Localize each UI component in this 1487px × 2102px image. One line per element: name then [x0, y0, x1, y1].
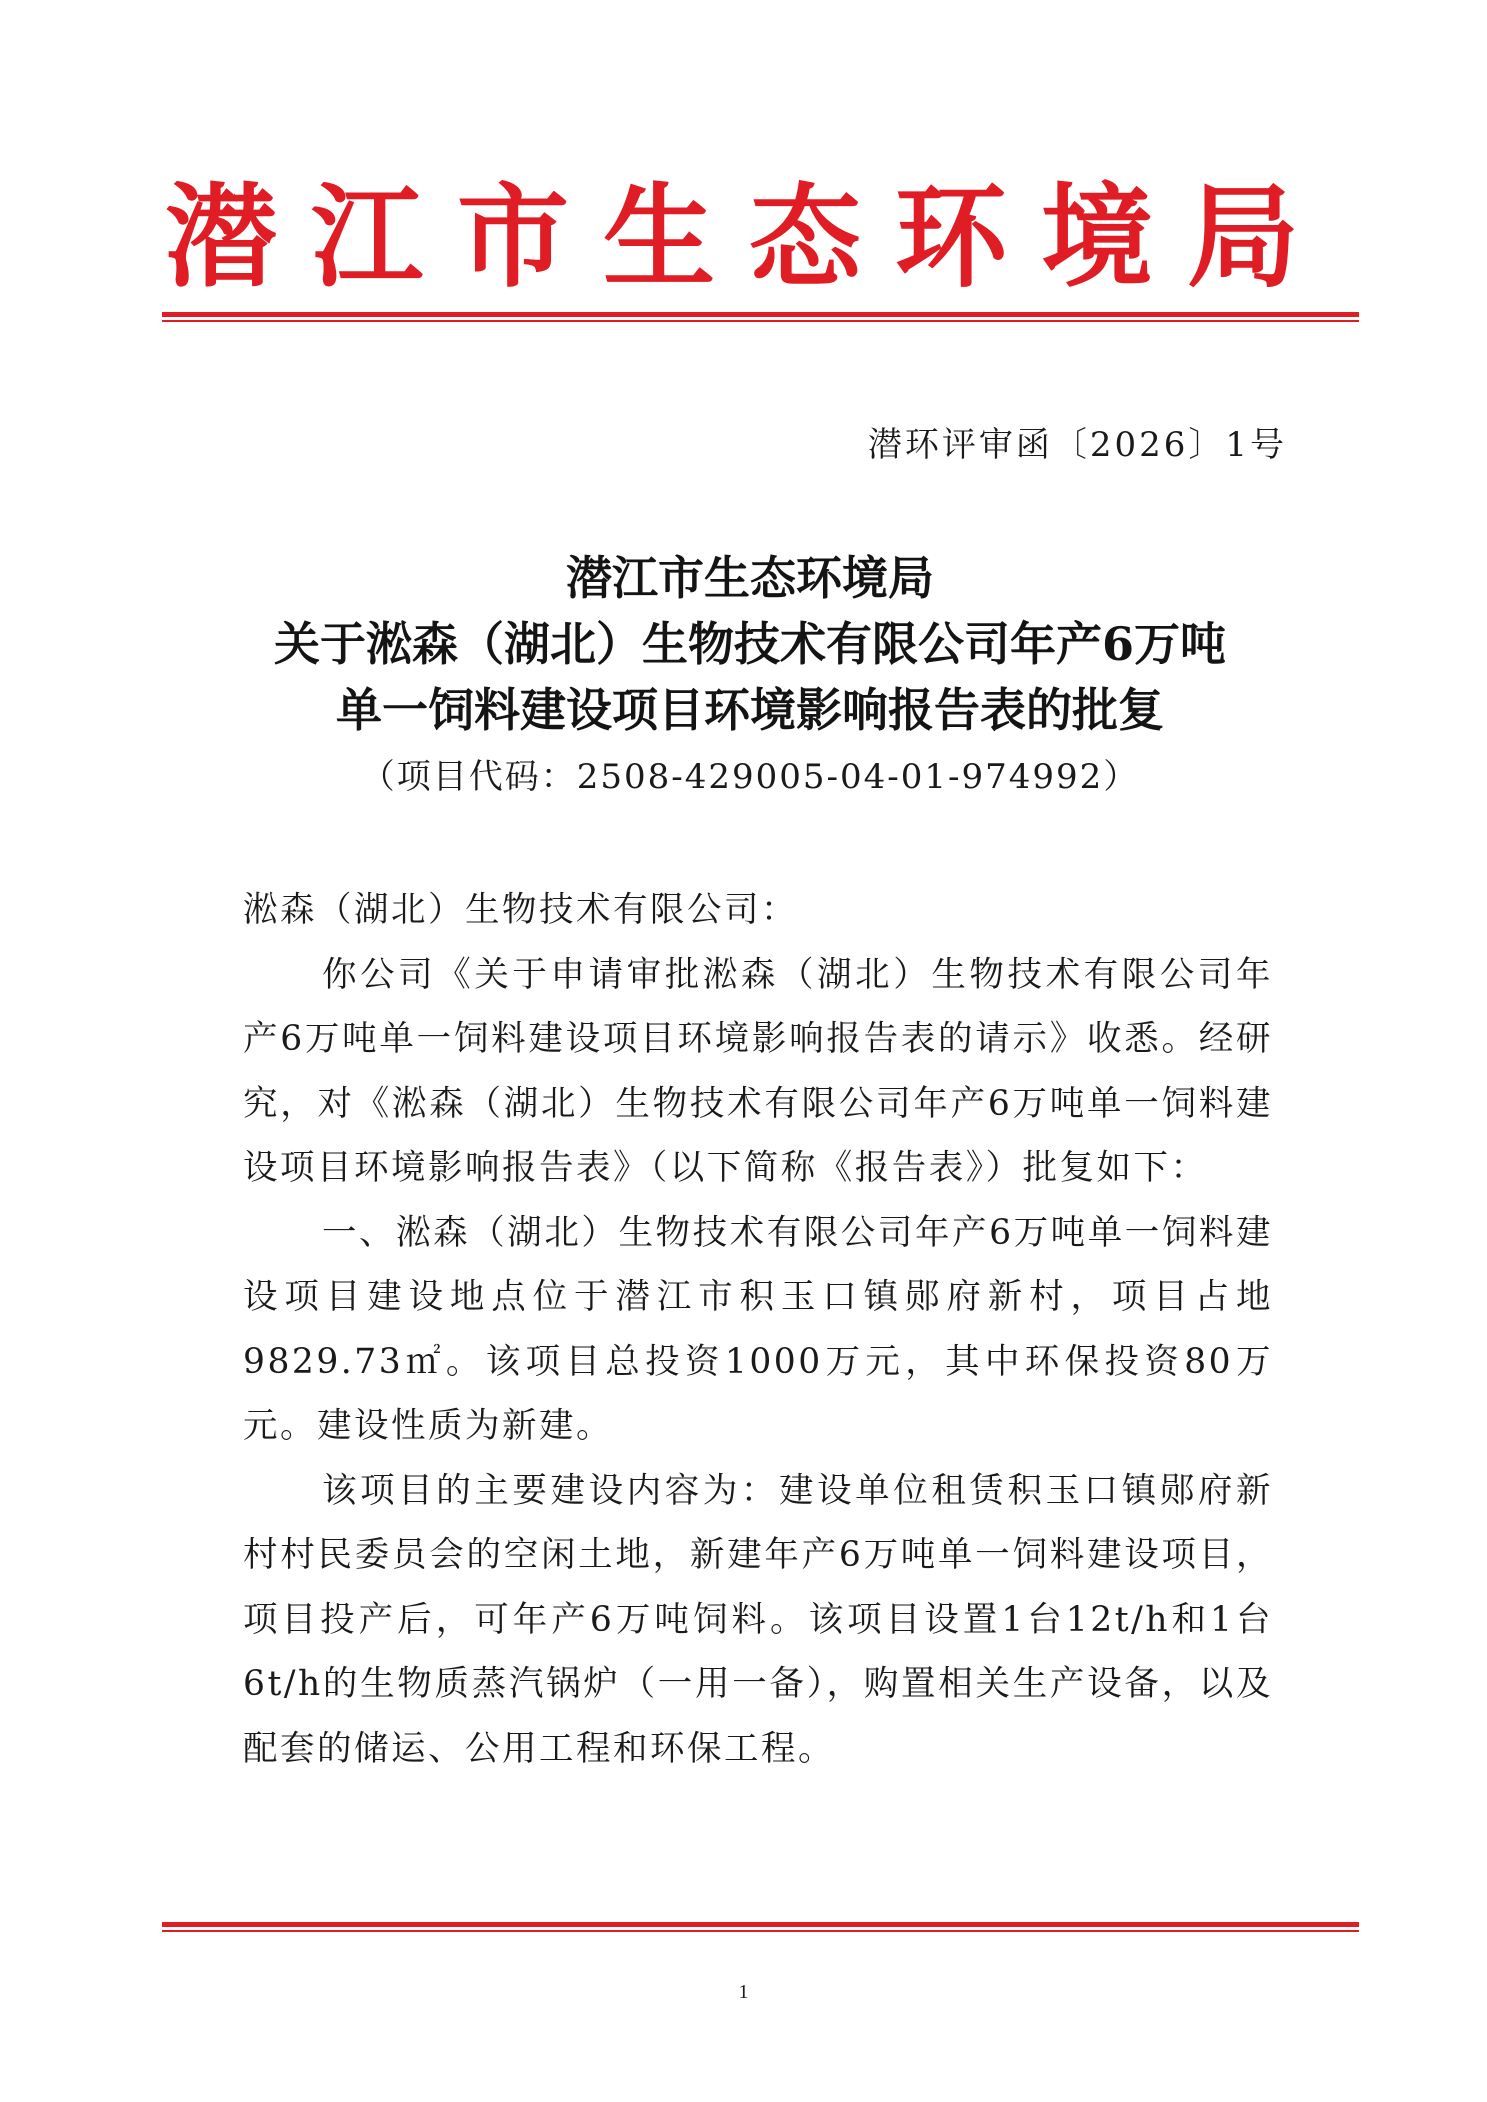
title-line-3: 单一饲料建设项目环境影响报告表的批复 [336, 683, 1164, 737]
document-title [170, 545, 1330, 743]
document-body [243, 878, 1273, 1781]
salutation: 淞森（湖北）生物技术有限公司： [243, 890, 798, 930]
document-number: 潜环评审函〔2026〕1号 [867, 425, 1287, 465]
footer-divider [162, 1922, 1359, 1932]
body-paragraph: 你公司《关于申请审批淞森（湖北）生物技术有限公司年产6万吨单一饲料建设项目环境影响报告表的请示》收悉。经研究，对《淞森（湖北）生物技术有限公司年产6万吨单一饲料建设项目环境影响报告表》（以下简称《报告表》）批复如下： [243, 954, 1273, 1188]
title-line-2: 关于淞森（湖北）生物技术有限公司年产6万吨 [273, 617, 1226, 671]
title-line-1: 潜江市生态环境局 [566, 551, 934, 605]
body-paragraph: 一、淞森（湖北）生物技术有限公司年产6万吨单一饲料建设项目建设地点位于潜江市积玉口镇郧府新村，项目占地9829.73㎡。该项目总投资1000万元，其中环保投资80万元。建设性质为新建。 [243, 1212, 1273, 1446]
page-number: 1 [738, 1981, 749, 2003]
body-paragraph: 该项目的主要建设内容为：建设单位租赁积玉口镇郧府新村村民委员会的空闲土地，新建年产6万吨单一饲料建设项目，项目投产后，可年产6万吨饲料。该项目设置1台12t/h和1台6t/h的生物质蒸汽锅炉（一用一备），购置相关生产设备，以及配套的储运、公用工程和环保工程。 [243, 1470, 1273, 1769]
project-code: （项目代码：2508-429005-04-01-974992） [360, 757, 1140, 797]
masthead-title: 潜江市生态环境局 [165, 172, 1333, 303]
masthead-divider [162, 312, 1359, 322]
